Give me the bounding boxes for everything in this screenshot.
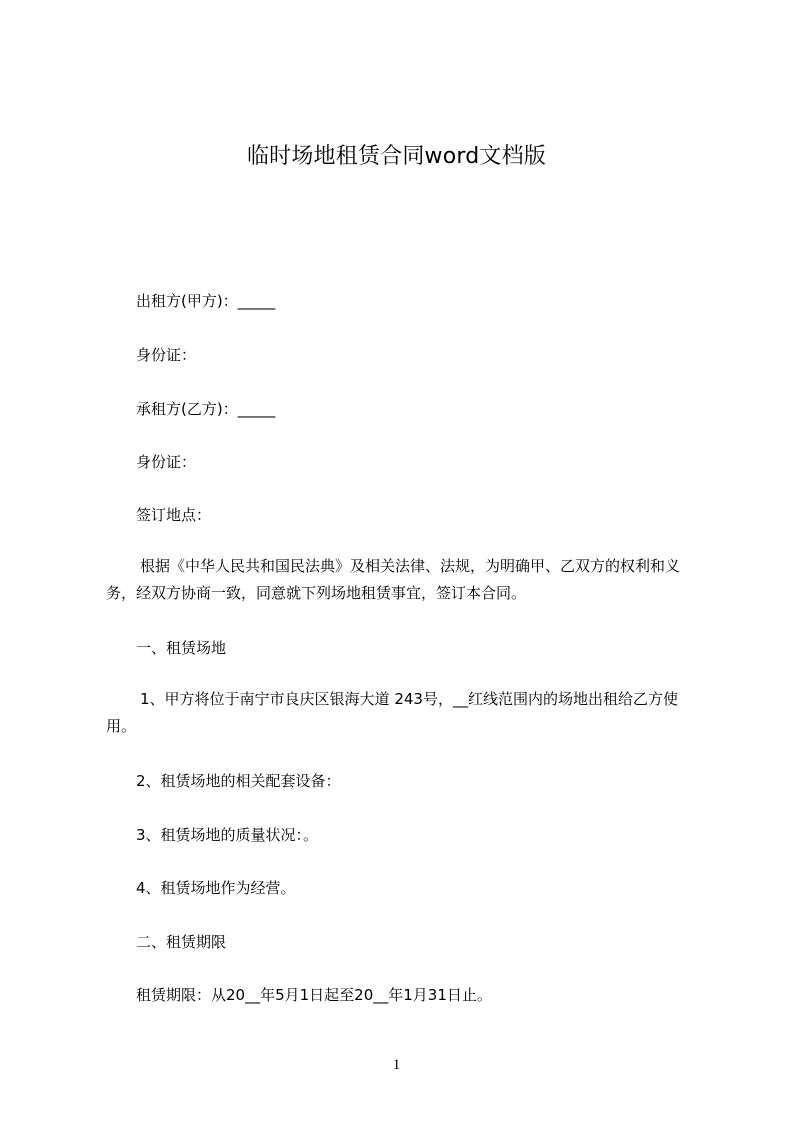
intro-paragraph bbox=[106, 553, 696, 607]
page-number: 1 bbox=[392, 1057, 401, 1073]
intro-text: 根据《中华人民共和国民法典》及相关法律、法规，为明确甲、乙双方的权利和义务，经双方协商一致，同意就下列场地租赁事宜，签订本合同。 bbox=[106, 557, 681, 602]
lessor-line: 出租方(甲方)：_____ bbox=[136, 292, 276, 310]
clause-1-1-text: 1、甲方将位于南宁市良庆区银海大道 243号，__红线范围内的场地出租给乙方使用。 bbox=[106, 690, 678, 735]
section-1-heading: 一、租赁场地 bbox=[136, 639, 227, 657]
lease-term-line: 租赁期限：从20__年5月1日起至20__年1月31日止。 bbox=[136, 986, 492, 1004]
signing-place-line: 签订地点： bbox=[136, 506, 212, 524]
clause-1-3-line: 3、租赁场地的质量状况：。 bbox=[136, 826, 319, 844]
clause-1-4-line: 4、租赁场地作为经营。 bbox=[136, 879, 296, 897]
lessee-line: 承租方(乙方)：_____ bbox=[136, 400, 276, 418]
document-title: 临时场地租赁合同word文档版 bbox=[246, 144, 547, 169]
lessor-id-line: 身份证： bbox=[136, 346, 197, 364]
clause-1-1-paragraph bbox=[106, 686, 696, 740]
clause-1-2-line: 2、租赁场地的相关配套设备： bbox=[136, 772, 341, 790]
section-2-heading: 二、租赁期限 bbox=[136, 933, 227, 951]
lessee-id-line: 身份证： bbox=[136, 453, 197, 471]
